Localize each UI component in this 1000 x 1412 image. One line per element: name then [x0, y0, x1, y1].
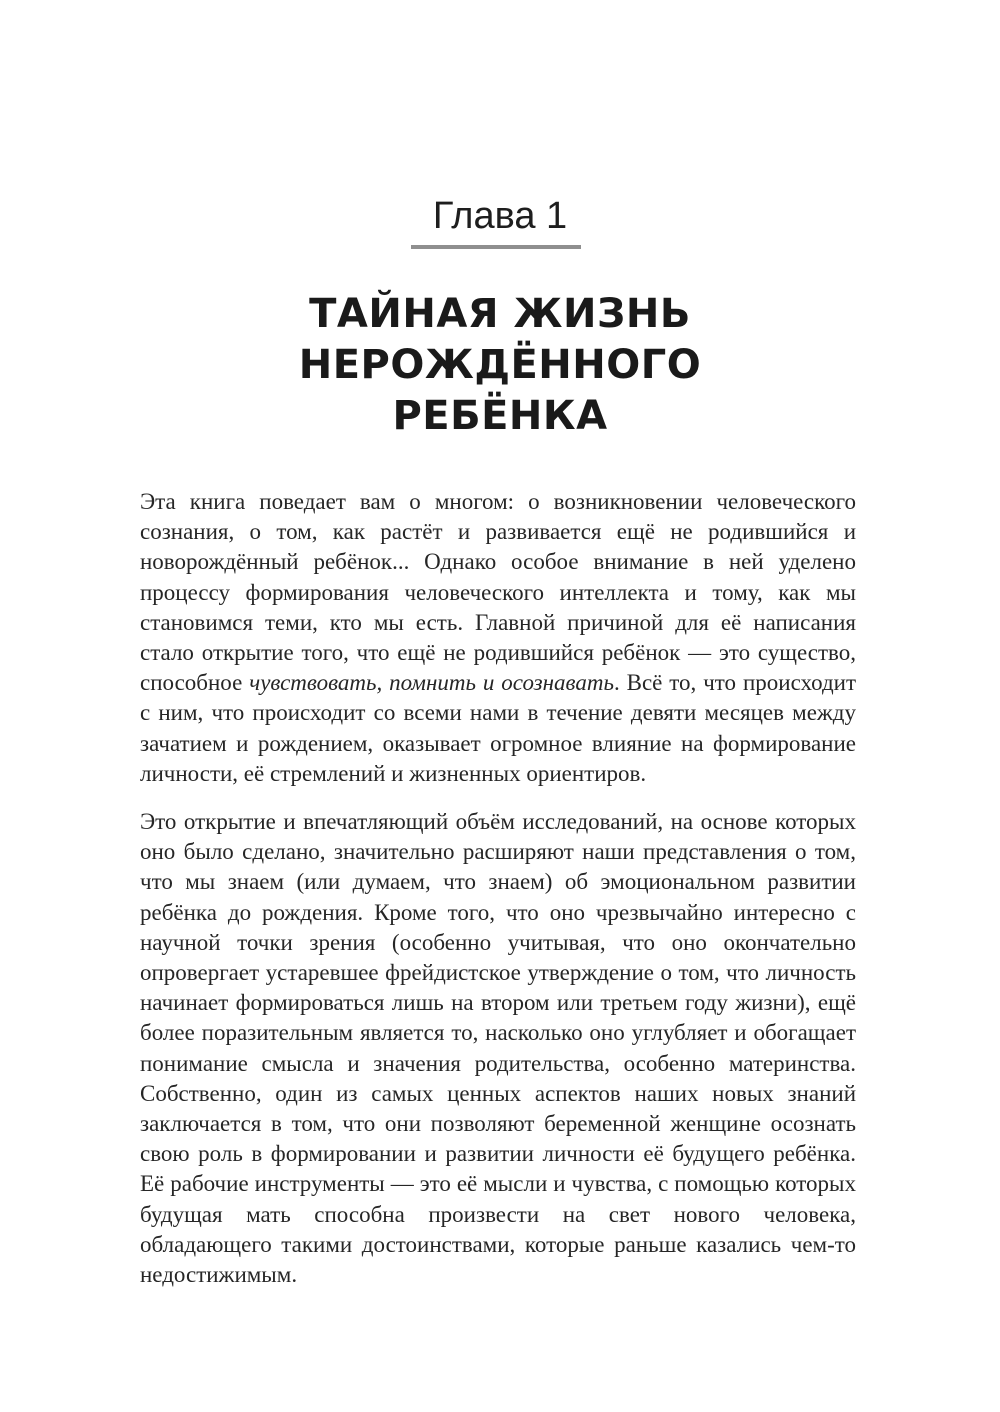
chapter-divider	[411, 245, 581, 249]
chapter-title-line-3: РЕБЁНКА	[392, 393, 608, 439]
paragraph-2: Это открытие и впечатляющий объём исследований, на основе которых оно было сделано, значительно расширяют наши представления о том, что мы знаем (или думаем, что знаем) об эмоциональном развитии ребёнка до рождения. Кроме того, что оно чрезвычайно интересно с научной точки зрения (особенно учитывая, что оно окончательно опровергает устаревшее фрейдистское утверждение о том, что личность начинает формироваться лишь на втором или третьем году жизни), ещё более поразительным является то, насколько оно углубляет и обогащает понимание смысла и значения родительства, особенно материнства. Собственно, один из самых ценных аспектов наших новых знаний заключается в том, что они позволяют беременной женщине осознать свою роль в формировании и развитии личности её будущего ребёнка. Её рабочие инструменты — это её мысли и чувства, с помощью которых будущая мать способна произвести на свет нового человека, обладающего такими достоинствами, которые раньше казались чем-то недостижимым.	[140, 809, 856, 1288]
paragraph-1	[140, 487, 856, 789]
paragraph-1-text-after: . Всё то, что происходит с ним, что происходит со всеми нами в течение девяти месяцев между зачатием и рождением, оказывает огромное влияние на формирование личности, её стремлений и жизненных ориентиров.	[140, 670, 856, 786]
paragraph-1-text-before: Эта книга поведает вам о многом: о возникновении человеческого сознания, о том, как растёт и развивается ещё не родившийся и новорождённый ребёнок... Однако особое внимание в ней уделено процессу формирования человеческого интеллекта и тому, как мы становимся теми, кто мы есть. Главной причиной для её написания стало открытие того, что ещё не родившийся ребёнок — это существо, способное	[140, 489, 856, 696]
chapter-title	[0, 289, 1000, 442]
chapter-body	[140, 487, 856, 1308]
paragraph-1-emphasis: чувствовать, помнить и осознавать	[249, 670, 614, 696]
chapter-title-line-2: НЕРОЖДЁННОГО	[298, 342, 702, 388]
chapter-label: Глава 1	[432, 195, 568, 237]
chapter-title-line-1: ТАЙНАЯ ЖИЗНЬ	[309, 291, 691, 337]
